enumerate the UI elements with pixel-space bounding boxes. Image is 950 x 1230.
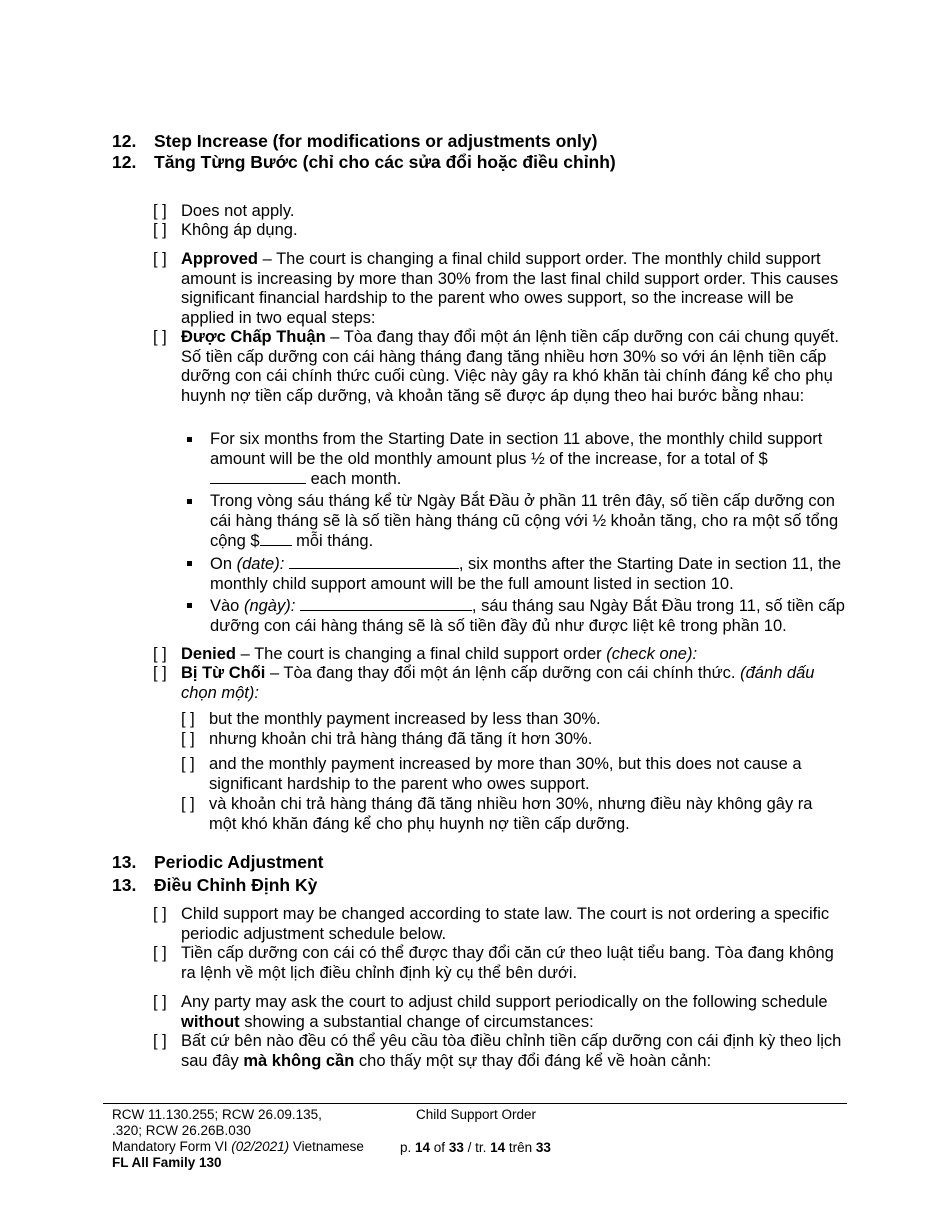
section-number: 12. (112, 131, 137, 151)
section-13-heading-en (112, 852, 852, 874)
option-emphasis: without (181, 1012, 240, 1031)
option-label: Approved (181, 250, 259, 268)
check-one-note: (check one): (606, 645, 698, 663)
footer-form-line (112, 1139, 402, 1155)
footer-rcw-line1: RCW 11.130.255; RCW 26.09.135, (112, 1107, 322, 1122)
option-text-end: cho thấy một sự thay đổi đáng kể về hoàn cảnh: (354, 1051, 712, 1070)
bullet-icon (187, 603, 192, 608)
check-one-note: (đánh dấu chọn một): (181, 664, 815, 702)
option-text-end: showing a substantial change of circumstances: (239, 1012, 594, 1031)
option-label: Denied (181, 645, 237, 663)
section-title: Điều Chỉnh Định Kỳ (154, 875, 318, 895)
option-text (181, 328, 843, 406)
checkbox[interactable]: [ ] (181, 730, 195, 748)
option-label: Được Chấp Thuận (181, 328, 326, 346)
section-title: Periodic Adjustment (154, 852, 324, 872)
checkbox[interactable]: [ ] (181, 755, 195, 773)
option-label: Child support may be changed according to state law. The court is not ordering a specific periodic adjustment schedule below. (181, 905, 830, 943)
option-description: – The court is changing a final child support order. The monthly child support amount is increasing by more than 30% from the last final child support order. This causes significant financial hardship to the parent who owes support, so the increase will be applied in two equal steps: (181, 250, 839, 327)
option-label: Không áp dụng. (181, 221, 298, 239)
option-label: Bị Từ Chối (181, 664, 266, 682)
footer-page-number (400, 1140, 700, 1156)
footer-doc-title: Child Support Order (416, 1107, 537, 1122)
section-number: 13. (112, 852, 137, 872)
option-text: Any party may ask the court to adjust child support periodically on the following schedule (181, 993, 828, 1011)
page-prefix: p. (400, 1140, 416, 1155)
option-description: – Tòa đang thay đổi một án lệnh tiền cấp dưỡng con cái chung quyết. Số tiền cấp dưỡng con cái hàng tháng đang tăng nhiều hơn 30% so với án lệnh tiền cấp dưỡng con cái chính thức cuối cùng. Việc này gây ra khó khăn tài chính đáng kể cho phụ huynh nợ tiền cấp dưỡng, và khoản tăng sẽ được áp dụng theo hai bước bằng nhau: (181, 328, 839, 405)
option-label: and the monthly payment increased by more than 30%, but this does not cause a significant hardship to the parent who owes support. (209, 755, 802, 793)
checkbox[interactable]: [ ] (153, 250, 167, 268)
checkbox[interactable]: [ ] (153, 1032, 167, 1050)
section-12-heading-vi (112, 152, 852, 174)
page-total: 33 (448, 1140, 464, 1155)
section-title: Step Increase (for modifications or adjustments only) (154, 131, 598, 151)
option-label: nhưng khoản chi trả hàng tháng đã tăng ít hơn 30%. (209, 730, 593, 748)
option-description: – The court is changing a final child support order (236, 645, 607, 663)
option-emphasis: mà không cần (243, 1051, 355, 1070)
checkbox[interactable]: [ ] (153, 664, 167, 682)
option-label: Does not apply. (181, 202, 295, 220)
bullet-icon (187, 437, 192, 442)
checkbox[interactable]: [ ] (153, 905, 167, 923)
page-of: of (430, 1140, 449, 1155)
checkbox[interactable]: [ ] (181, 710, 195, 728)
page-separator: / tr. (463, 1140, 491, 1155)
section-number: 13. (112, 875, 137, 895)
checkbox[interactable]: [ ] (153, 221, 167, 239)
footer-form-id: FL All Family 130 (112, 1155, 222, 1170)
form-language: Vietnamese (289, 1139, 364, 1154)
option-description: – Tòa đang thay đổi một án lệnh cấp dưỡng con cái chính thức. (265, 664, 741, 682)
checkbox[interactable]: [ ] (153, 944, 167, 962)
bullet-text-end: mỗi tháng. (291, 532, 374, 550)
date-label: (ngày): (243, 597, 296, 615)
page-of-vi: trên (505, 1140, 536, 1155)
page-current: 14 (415, 1140, 431, 1155)
option-text (181, 250, 843, 328)
section-title: Tăng Từng Bước (chỉ cho các sửa đổi hoặc điều chỉnh) (154, 152, 616, 172)
bullet-text-end: , six months after the Starting Date in section 11, the monthly child support amount will be the full amount listed in section 10. (210, 555, 842, 593)
amount-input[interactable] (210, 469, 306, 484)
bullet-icon (187, 499, 192, 504)
footer-divider (103, 1103, 847, 1104)
option-label: Tiền cấp dưỡng con cái có thể được thay đổi căn cứ theo luật tiểu bang. Tòa đang không ra lệnh về một lịch điều chỉnh định kỳ cụ thể bên dưới. (181, 944, 834, 982)
bullet-text-end: each month. (306, 470, 402, 488)
checkbox[interactable]: [ ] (153, 993, 167, 1011)
checkbox[interactable]: [ ] (153, 202, 167, 220)
option-label: và khoản chi trả hàng tháng đã tăng nhiều hơn 30%, nhưng điều này không gây ra một khó khăn đáng kể cho phụ huynh nợ tiền cấp dưỡng. (209, 795, 813, 833)
date-label: (date): (236, 555, 285, 573)
section-12-heading-en (112, 131, 852, 153)
checkbox[interactable]: [ ] (153, 328, 167, 346)
amount-input[interactable] (260, 531, 292, 546)
option-text: Bất cứ bên nào đều có thể yêu cầu tòa điều chỉnh tiền cấp dưỡng con cái định kỳ theo lịch sau đây (181, 1032, 842, 1070)
bullet-text: Vào (210, 597, 244, 615)
section-number: 12. (112, 152, 137, 172)
page-current-vi: 14 (490, 1140, 506, 1155)
footer-rcw-line2: .320; RCW 26.26B.030 (112, 1123, 251, 1138)
bullet-text: For six months from the Starting Date in section 11 above, the monthly child support amount will be the old monthly amount plus ½ of the increase, for a total of $ (210, 430, 823, 468)
bullet-text: Trong vòng sáu tháng kể từ Ngày Bắt Đầu ở phần 11 trên đây, số tiền cấp dưỡng con cái hàng tháng sẽ là số tiền hàng tháng cũ cộng với ½ khoản tăng, cho ra một số tổng cộng $ (210, 492, 839, 550)
bullet-icon (187, 561, 192, 566)
date-input[interactable] (289, 554, 459, 569)
checkbox[interactable]: [ ] (181, 795, 195, 813)
form-name: Mandatory Form VI (112, 1139, 232, 1154)
footer-left (112, 1107, 402, 1171)
date-input[interactable] (300, 596, 472, 611)
bullet-text-end: , sáu tháng sau Ngày Bắt Đầu trong 11, số tiền cấp dưỡng con cái hàng tháng sẽ là số tiền đầy đủ như được liệt kê trong phần 10. (210, 597, 845, 635)
bullet-text: On (210, 555, 237, 573)
page-total-vi: 33 (535, 1140, 551, 1155)
checkbox[interactable]: [ ] (153, 645, 167, 663)
option-label: but the monthly payment increased by less than 30%. (209, 710, 601, 728)
form-date: (02/2021) (231, 1139, 290, 1154)
section-13-heading-vi (112, 875, 852, 897)
